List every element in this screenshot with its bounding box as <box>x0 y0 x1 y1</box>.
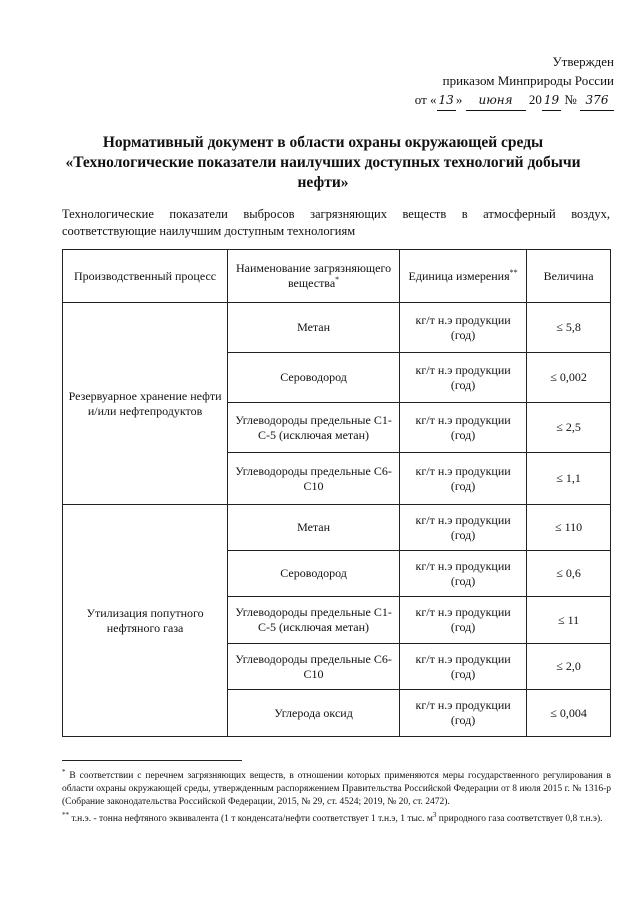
header-unit-label: Единица измерения <box>408 268 510 283</box>
footnotes <box>62 766 611 826</box>
header-process: Производственный процесс <box>63 250 228 303</box>
substance-cell: Углерода оксид <box>228 690 400 737</box>
value-cell: ≤ 0,004 <box>527 690 611 737</box>
handwritten-month: июня <box>466 91 526 111</box>
value-cell: ≤ 1,1 <box>527 453 611 505</box>
value-cell: ≤ 0,6 <box>527 551 611 597</box>
unit-cell: кг/т н.э продукции (год) <box>399 505 526 551</box>
unit-cell: кг/т н.э продукции (год) <box>399 303 526 353</box>
header-unit <box>399 250 526 303</box>
substance-cell: Углеводороды предельные С1-С-5 (исключая метан) <box>228 597 400 644</box>
value-cell: ≤ 2,5 <box>527 403 611 453</box>
handwritten-order-number: 376 <box>580 91 614 111</box>
footnote-2-sup: 3 <box>432 811 437 820</box>
substance-cell: Метан <box>228 505 400 551</box>
unit-cell: кг/т н.э продукции (год) <box>399 453 526 505</box>
unit-cell: кг/т н.э продукции (год) <box>399 597 526 644</box>
unit-cell: кг/т н.э продукции (год) <box>399 690 526 737</box>
footnote-2-text-a: т.н.э. - тонна нефтяного эквивалента (1 т конденсата/нефти соответствует 1 т.н.э, 1 тыс. м <box>71 814 433 825</box>
substance-cell: Углеводороды предельные С1-С-5 (исключая метан) <box>228 403 400 453</box>
approval-line-date <box>415 90 614 111</box>
process-cell: Резервуарное хранение нефти и/или нефтепродуктов <box>63 303 228 505</box>
year-prefix: 20 <box>528 92 542 107</box>
handwritten-year: 19 <box>542 91 561 111</box>
unit-cell: кг/т н.э продукции (год) <box>399 403 526 453</box>
unit-cell: кг/т н.э продукции (год) <box>399 644 526 690</box>
emissions-table <box>62 249 611 737</box>
date-prefix: от « <box>414 92 437 107</box>
approval-line-order: приказом Минприроды России <box>442 73 614 88</box>
approval-stamp <box>415 52 614 111</box>
document-title <box>52 133 594 193</box>
footnote-2-mark: ** <box>62 811 69 820</box>
header-value: Величина <box>527 250 611 303</box>
process-cell: Утилизация попутного нефтяного газа <box>63 505 228 737</box>
footnote-1-text: В соответствии с перечнем загрязняющих веществ, в отношении которых применяются меры государственного регулирования в области охраны окружающей среды, утвержденным распоряжением Правительства Российской Федерации от 8 июля 2015 г. № 1316-р (Собрание законодательства Российской Федерации, 2015, № 29, ст. 4524; 2019, № 20, ст. 2472). <box>62 771 612 808</box>
value-cell: ≤ 110 <box>527 505 611 551</box>
date-day-close: » <box>455 92 463 107</box>
intro-paragraph: Технологические показатели выбросов загрязняющих веществ в атмосферный воздух, соответствующие наилучшим доступным технологиям <box>62 207 610 238</box>
substance-cell: Метан <box>228 303 400 353</box>
footnote-divider <box>62 760 242 761</box>
table-row <box>63 303 611 353</box>
approval-line-approved: Утвержден <box>552 54 614 69</box>
title-line-2: «Технологические показатели наилучших доступных технологий добычи <box>65 154 581 171</box>
number-label: № <box>564 92 577 107</box>
unit-cell: кг/т н.э продукции (год) <box>399 551 526 597</box>
substance-cell: Сероводород <box>228 353 400 403</box>
footnote-mark-2: ** <box>509 267 518 277</box>
table-row <box>63 505 611 551</box>
footnote-2-text-b: природного газа соответствует 0,8 т.н.э). <box>436 814 603 825</box>
header-substance-label: Наименование загрязняющего вещества <box>236 261 392 290</box>
value-cell: ≤ 5,8 <box>527 303 611 353</box>
footnote-1 <box>62 766 611 809</box>
substance-cell: Сероводород <box>228 551 400 597</box>
table-header-row <box>63 250 611 303</box>
unit-cell: кг/т н.э продукции (год) <box>399 353 526 403</box>
value-cell: ≤ 11 <box>527 597 611 644</box>
footnote-2 <box>62 809 611 826</box>
title-line-3: нефти» <box>297 174 349 191</box>
value-cell: ≤ 0,002 <box>527 353 611 403</box>
title-line-1: Нормативный документ в области охраны окружающей среды <box>102 134 544 151</box>
substance-cell: Углеводороды предельные С6-С10 <box>228 453 400 505</box>
footnote-1-mark: * <box>62 768 66 776</box>
handwritten-day: 13 <box>437 91 456 111</box>
substance-cell: Углеводороды предельные С6-С10 <box>228 644 400 690</box>
header-substance <box>228 250 400 303</box>
footnote-mark-1: * <box>335 275 340 284</box>
value-cell: ≤ 2,0 <box>527 644 611 690</box>
